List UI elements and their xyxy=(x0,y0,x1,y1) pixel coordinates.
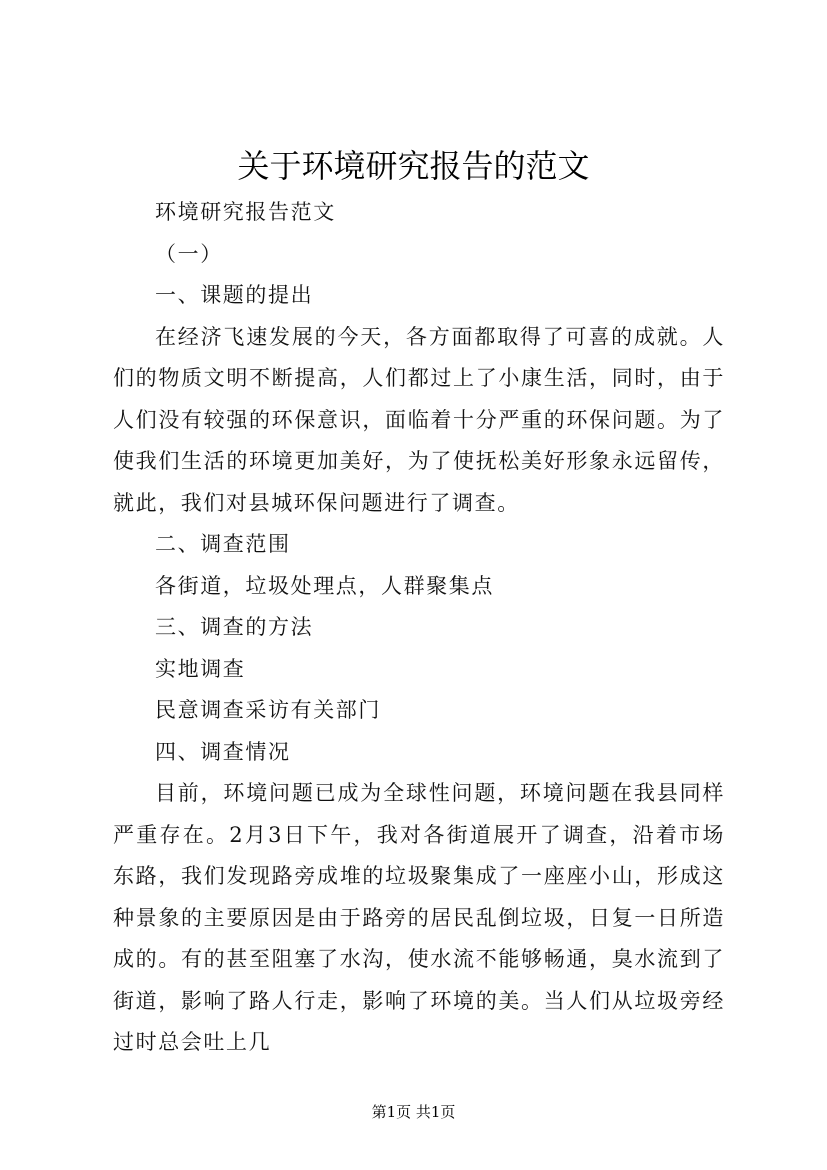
document-subtitle: 环境研究报告范文 xyxy=(155,200,336,224)
page-footer: 第1页 共1页 xyxy=(371,1103,456,1121)
heading-scope: 二、调查范围 xyxy=(155,532,291,556)
document-title: 关于环境研究报告的范文 xyxy=(237,147,590,185)
method-item: 实地调查 xyxy=(155,656,246,681)
section-number: （一） xyxy=(155,241,223,266)
document-body xyxy=(113,192,725,1064)
paragraph-topic: 在经济飞速发展的今天，各方面都取得了可喜的成就。人们的物质文明不断提高，人们都过上了小康生活，同时，由于人们没有较强的环保意识，面临着十分严重的环保问题。为了使我们生活的环境更加美好，为了使抚松美好形象永远留传，就此，我们对县城环保问题进行了调查。 xyxy=(113,324,725,515)
scope-text: 各街道，垃圾处理点，人群聚集点 xyxy=(155,573,494,598)
heading-topic: 一、课题的提出 xyxy=(155,283,314,307)
heading-situation: 四、调查情况 xyxy=(155,739,291,764)
heading-method: 三、调查的方法 xyxy=(155,615,314,639)
method-item: 民意调查采访有关部门 xyxy=(155,698,381,722)
paragraph-situation: 目前，环境问题已成为全球性问题，环境问题在我县同样严重存在。2月3日下午，我对各街道展开了调查，沿着市场东路，我们发现路旁成堆的垃圾聚集成了一座座小山，形成这种景象的主要原因是由于路旁的居民乱倒垃圾，日复一日所造成的。有的甚至阻塞了水沟，使水流不能够畅通，臭水流到了街道，影响了路人行走，影响了环境的美。当人们从垃圾旁经过时总会吐上几 xyxy=(113,781,725,1054)
